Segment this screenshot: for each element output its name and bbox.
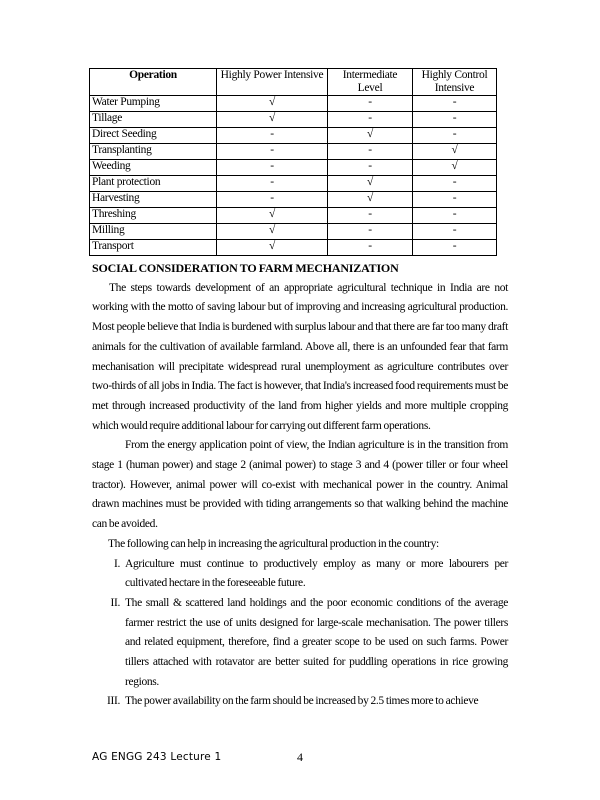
table-cell-operation: Tillage — [90, 112, 217, 128]
table-cell-mark: - — [413, 208, 497, 224]
document-body — [92, 259, 508, 712]
table-cell-mark: - — [328, 96, 413, 112]
table-header-power-intensive: Highly Power Intensive — [217, 69, 328, 96]
list-marker: II. — [110, 596, 120, 609]
page-number: 4 — [297, 750, 303, 764]
table-row — [90, 144, 497, 160]
table-cell-mark: - — [413, 128, 497, 144]
table-cell-operation: Transport — [90, 240, 217, 256]
table-cell-mark: √ — [413, 144, 497, 160]
table-cell-mark: - — [217, 192, 328, 208]
table-cell-mark: - — [217, 160, 328, 176]
table-cell-operation: Milling — [90, 224, 217, 240]
paragraph-1: The steps towards development of an appropriate agricultural technique in India are not working with the motto of saving labour but of improving and increasing agricultural production. Most people believe that India is burdened with surplus labour and that there are far too many draft animals for the cultivation of available farmland. Above all, there is an unfounded fear that farm mechanisation will precipitate widespread rural unemployment as agriculture contributes over two-thirds of all jobs in India. The fact is however, that India's increased food requirements must be met through increased productivity of the land from higher yields and more multiple cropping which would require additional labour for carrying out different farm operations. — [92, 281, 508, 432]
table-row — [90, 112, 497, 128]
list-marker: I. — [113, 557, 120, 570]
table-cell-operation: Threshing — [90, 208, 217, 224]
table-cell-mark: - — [413, 176, 497, 192]
table-header-intermediate: Intermediate Level — [328, 69, 413, 96]
table-cell-mark: - — [413, 224, 497, 240]
table-cell-mark: - — [328, 144, 413, 160]
table-cell-operation: Weeding — [90, 160, 217, 176]
table-cell-mark: √ — [217, 240, 328, 256]
table-cell-mark: - — [328, 160, 413, 176]
table-row — [90, 192, 497, 208]
table-cell-mark: - — [217, 128, 328, 144]
table-header-row — [90, 69, 497, 96]
table-row — [90, 160, 497, 176]
table-cell-operation: Transplanting — [90, 144, 217, 160]
table-cell-mark: √ — [328, 128, 413, 144]
table-cell-mark: - — [328, 224, 413, 240]
list-marker: III. — [107, 695, 120, 708]
table-cell-mark: √ — [217, 224, 328, 240]
table-cell-mark: √ — [328, 192, 413, 208]
table-cell-mark: √ — [328, 176, 413, 192]
table-cell-operation: Water Pumping — [90, 96, 217, 112]
table-row — [90, 240, 497, 256]
table-cell-mark: - — [217, 144, 328, 160]
table-cell-mark: - — [413, 192, 497, 208]
list-intro: The following can help in increasing the agricultural production in the country: — [108, 537, 439, 550]
paragraph-2: From the energy application point of view, the Indian agriculture is in the transition from stage 1 (human power) and stage 2 (animal power) to stage 3 and 4 (power tiller or four wheel tractor). However, animal power will co-exist with mechanical power in the country. Animal drawn machines must be provided with tiding arrangements so that walking behind the machine can be avoided. — [92, 439, 508, 531]
table-cell-mark: √ — [217, 208, 328, 224]
table-cell-mark: - — [328, 208, 413, 224]
list-item-text: The small & scattered land holdings and the poor economic conditions of the average farmer restrict the use of units designed for large-scale mechanisation. The power tillers and related equipment, therefore, find a greater scope to be used on such farms. Power tillers attached with rotavator are better suited for puddling operations in rice growing regions. — [125, 596, 508, 688]
table-cell-mark: - — [413, 112, 497, 128]
table-cell-mark: √ — [217, 96, 328, 112]
table-cell-mark: - — [217, 176, 328, 192]
list-item-text: Agriculture must continue to productively employ as many or more labourers per cultivated hectare in the foreseeable future. — [125, 557, 508, 590]
table-cell-mark: - — [328, 112, 413, 128]
table-header-operation: Operation — [90, 69, 217, 96]
table-row — [90, 176, 497, 192]
table-row — [90, 96, 497, 112]
table-header-control-intensive: Highly Control Intensive — [413, 69, 497, 96]
table-cell-operation: Direct Seeding — [90, 128, 217, 144]
table-cell-mark: √ — [413, 160, 497, 176]
table-row — [90, 128, 497, 144]
list-item-1 — [92, 555, 508, 594]
table-cell-operation: Harvesting — [90, 192, 217, 208]
operations-table — [89, 68, 497, 256]
table-row — [90, 208, 497, 224]
list-item-text: The power availability on the farm should be increased by 2.5 times more to achieve — [125, 695, 479, 708]
table-cell-operation: Plant protection — [90, 176, 217, 192]
table-cell-mark: - — [413, 240, 497, 256]
table-row — [90, 224, 497, 240]
table-cell-mark: √ — [217, 112, 328, 128]
table-cell-mark: - — [413, 96, 497, 112]
footer-course-label: AG ENGG 243 Lecture 1 — [92, 751, 222, 763]
list-item-3 — [92, 692, 508, 712]
section-heading: SOCIAL CONSIDERATION TO FARM MECHANIZATION — [92, 261, 399, 275]
table-cell-mark: - — [328, 240, 413, 256]
list-item-2 — [92, 594, 508, 693]
